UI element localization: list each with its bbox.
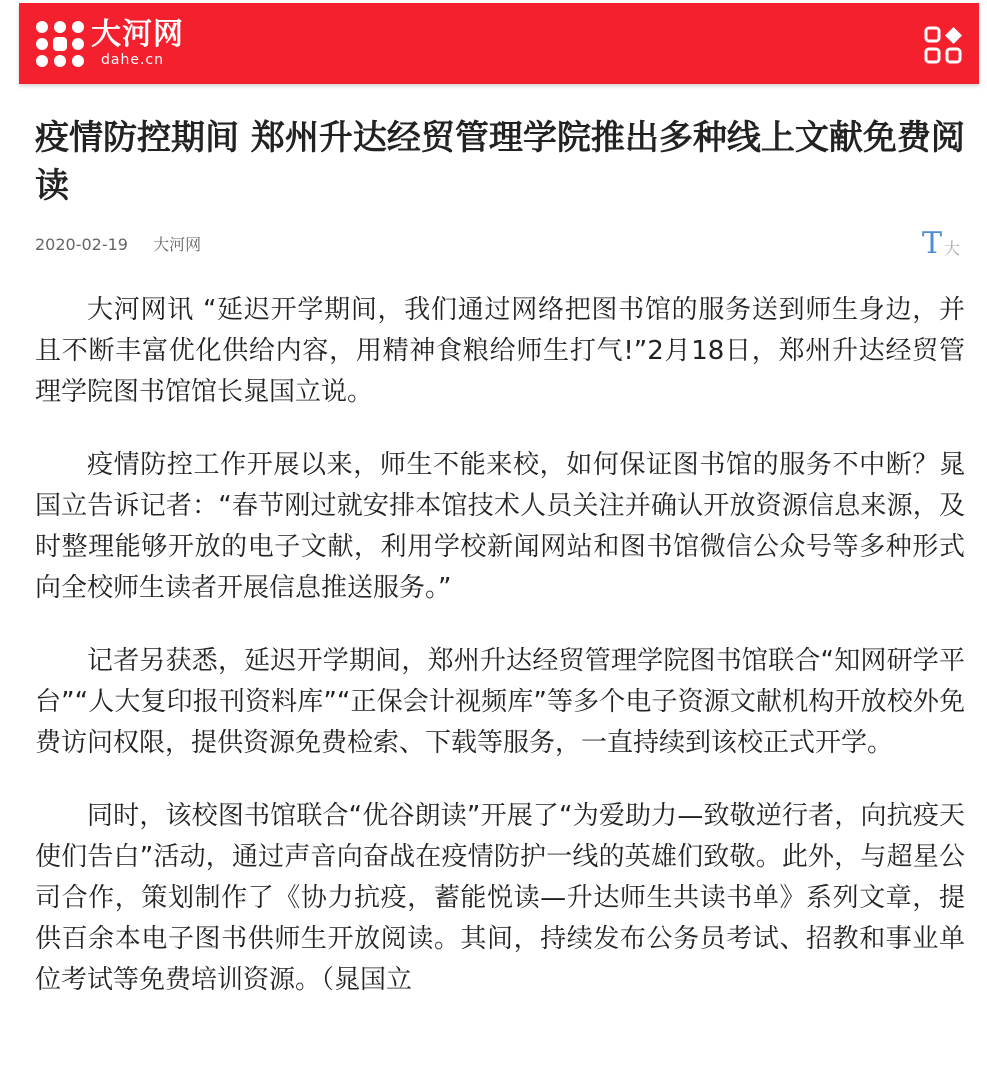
article-body [35,290,965,1033]
article-paragraph: 同时，该校图书馆联合“优谷朗读”开展了“为爱助力—致敬逆行者，向抗疫天使们告白”活动，通过声音向奋战在疫情防护一线的英雄们致敬。此外，与超星公司合作，策划制作了《协力抗疫，蓄能悦读—升达师生共读书单》系列文章，提供百余本电子图书供师生开放阅读。其间，持续发布公务员考试、招教和事业单位考试等免费培训资源。（晁国立 [35,801,965,995]
logo-domain: dahe.cn [101,52,164,68]
article-title: 疫情防控期间 郑州升达经贸管理学院推出多种线上文献免费阅读 [35,118,965,206]
site-header [19,3,979,84]
article-meta [35,233,221,257]
article-source: 大河网 [153,235,202,254]
grid-menu-icon[interactable] [923,25,963,65]
article-date: 2020-02-19 [35,235,128,254]
font-size-label: 大 [944,239,961,258]
article-paragraph: 记者另获悉，延迟开学期间，郑州升达经贸管理学院图书馆联合“知网研学平台”“人大复印报刊资料库”“正保会计视频库”等多个电子资源文献机构开放校外免费访问权限，提供资源免费检索、下载等服务，一直持续到该校正式开学。 [35,646,965,758]
dahe-logo-icon[interactable] [35,19,85,69]
logo-text[interactable]: 大河网 [91,17,184,52]
font-size-toggle-button[interactable] [920,226,964,262]
article-paragraph: 疫情防控工作开展以来，师生不能来校，如何保证图书馆的服务不中断？晁国立告诉记者：“春节刚过就安排本馆技术人员关注并确认开放资源信息来源，及时整理能够开放的电子文献，利用学校新闻网站和图书馆微信公众号等多种形式向全校师生读者开展信息推送服务。” [35,450,965,603]
article-paragraph: 大河网讯 “延迟开学期间，我们通过网络把图书馆的服务送到师生身边，并且不断丰富优化供给内容，用精神食粮给师生打气!”2月18日，郑州升达经贸管理学院图书馆馆长晁国立说。 [35,295,965,407]
font-size-big-t: T [922,226,943,261]
